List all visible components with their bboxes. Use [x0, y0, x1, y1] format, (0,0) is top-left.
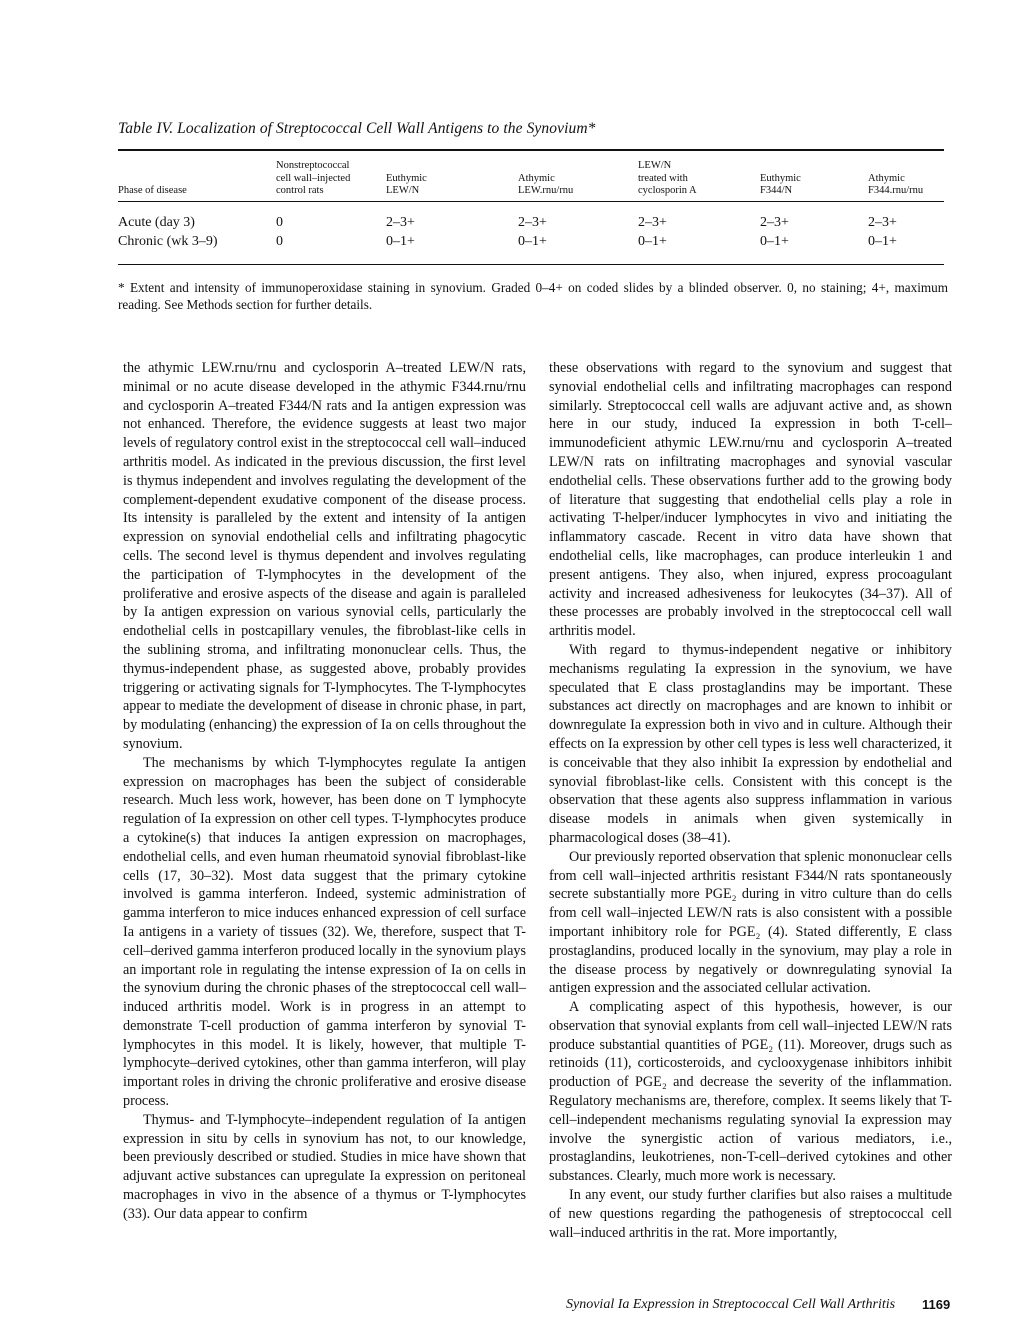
table-cell: 0: [276, 234, 283, 249]
page-number: 1169: [922, 1297, 951, 1312]
paragraph: the athymic LEW.rnu/rnu and cyclosporin A–treated LEW/N rats, minimal or no acute disease developed in the athymic F344.rnu/rnu and cyclosporin A–treated F344/N rats and Ia antigen expression was not enhanced. Therefore, the evidence suggests at least two major levels of regulatory control exist in the streptococcal cell wall–induced arthritis model. As indicated in the previous discussion, the first level is thymus independent and involves regulating the development of the complement-dependent exudative component of the disease process. Its intensity is paralleled by the extent and intensity of Ia antigen expression on synovial endothelial cells and infiltrating phagocytic cells. The second level is thymus dependent and involves regulating the participation of T-lymphocytes in the development of the proliferative and erosive aspects of the disease and again is paralleled by Ia antigen expression on various synovial cells, particularly the endothelial cells in postcapillary venules, the fibroblast-like cells in the sublining stroma, and infiltrating mononuclear cells. Thus, the thymus-independent phase, as suggested above, probably provides triggering or activating signals for T-lymphocytes. The T-lymphocytes appear to mediate the development of disease in chronic phase, in part, by modulating (enhancing) the expression of Ia on cells throughout the synovium.: [123, 360, 526, 752]
header-line: cyclosporin A: [638, 185, 697, 197]
header-line: Athymic: [518, 172, 555, 184]
table-footnote: * Extent and intensity of immunoperoxidase staining in synovium. Graded 0–4+ on coded slides by a blinded observer. 0, no staining; 4+, maximum reading. See Methods section for further details.: [118, 280, 948, 312]
table-cell: 0–1+: [386, 234, 415, 249]
table-header-euthymic-lew: [386, 158, 427, 198]
table-cell: Acute (day 3): [118, 215, 195, 230]
header-line: F344.rnu/rnu: [868, 185, 924, 197]
header-line: Nonstreptococcal: [276, 160, 350, 172]
table-cell: 2–3+: [760, 215, 789, 230]
header-line: Euthymic: [386, 172, 427, 184]
paragraph: With regard to thymus-independent negative or inhibitory mechanisms regulating Ia expression in the synovium, we have speculated that E class prostaglandins may be important. These substances act directly on macrophages and are known to inhibit or downregulate Ia expression both in vivo and in culture. Although their effects on Ia expression by other cell types is less well characterized, it is conceivable that they also inhibit Ia expression by endothelial and synovial fibroblast-like cells. Consistent with this concept is the observation that these agents also suppress inflammation in various disease models in animals when given systemically in pharmacological doses (38–41).: [549, 641, 952, 846]
header-line: control rats: [276, 185, 324, 197]
table-header-athymic-f344: [868, 158, 923, 198]
table-cell: 0: [276, 215, 283, 230]
table-rule-bottom: [118, 264, 944, 265]
table-cell: 2–3+: [638, 215, 667, 230]
body-column-left: [123, 359, 526, 1224]
table-caption: Table IV. Localization of Streptococcal Cell Wall Antigens to the Synovium*: [118, 120, 596, 137]
table-header-control: [276, 158, 350, 198]
table-rule-top: [118, 149, 944, 151]
table-cell: 0–1+: [638, 234, 667, 249]
table-header-lew-cyclosporin: [638, 158, 697, 198]
header-line: Euthymic: [760, 172, 801, 184]
paragraph: Thymus- and T-lymphocyte–independent regulation of Ia antigen expression in situ by cells in synovium has not, to our knowledge, been previously described or studied. Studies in mice have shown that adjuvant active substances can upregulate Ia expression on peritoneal macrophages in vivo in the absence of a thymus or T-lymphocytes (33). Our data appear to confirm: [123, 1111, 526, 1222]
table-cell: 2–3+: [386, 215, 415, 230]
paragraph: A complicating aspect of this hypothesis, however, is our observation that synovial explants from cell wall–injected LEW/N rats produce substantial quantities of PGE₂ (11). Moreover, drugs such as retinoids (11), corticosteroids, and cyclooxygenase inhibitors inhibit production of PGE₂ and decrease the severity of the inflammation. Regulatory mechanisms are, therefore, complex. It seems likely that T-cell–independent mechanisms regulating synovial Ia expression may involve the synergistic action of various mediators, i.e., prostaglandins, leukotrienes, non-T-cell–derived cytokines and other substances. Clearly, much more work is necessary.: [549, 999, 952, 1185]
table-cell: 2–3+: [868, 215, 897, 230]
header-line: treated with: [638, 172, 688, 184]
table-cell: 0–1+: [868, 234, 897, 249]
header-line: LEW.rnu/rnu: [518, 185, 574, 197]
paragraph: these observations with regard to the synovium and suggest that synovial endothelial cells and infiltrating macrophages can respond similarly. Streptococcal cell walls are adjuvant active and, as shown here in our study, induced Ia expression in both T-cell–immunodeficient athymic LEW.rnu/rnu and cyclosporin A–treated LEW/N rats on infiltrating macrophages and synovial vascular endothelial cells. These observations further add to the growing body of literature that suggesting that endothelial cells play a role in activating T-helper/inducer lymphocytes in vivo and initiating the inflammatory cascade. Recent in vitro data have shown that endothelial cells, like macrophages, can produce interleukin 1 and present antigens. They also, when injured, express procoagulant activity and increased adhesiveness for leukocytes (34–37). All of these processes are probably involved in the streptococcal cell wall arthritis model.: [549, 360, 952, 640]
header-line: F344/N: [760, 185, 793, 197]
table-rule-mid: [118, 201, 944, 202]
table-header-phase: [118, 158, 187, 198]
table-cell: 0–1+: [518, 234, 547, 249]
paragraph: Our previously reported observation that splenic mononuclear cells from cell wall–injected arthritis resistant F344/N rats spontaneously secrete substantially more PGE₂ during in vitro culture than do cells from cell wall–injected LEW/N rats is also consistent with a possible important inhibitory role for PGE₂ (4). Stated differently, E class prostaglandins, produced locally in the synovium, may play a role in the disease process by negatively or downregulating synovial Ia antigen expression and the associated cellular activation.: [549, 848, 952, 997]
header-line: cell wall–injected: [276, 172, 351, 184]
body-column-right: [549, 359, 952, 1242]
table-cell: 2–3+: [518, 215, 547, 230]
paragraph: The mechanisms by which T-lymphocytes regulate Ia antigen expression on macrophages has been the subject of considerable research. Much less work, however, has been done on T lymphocyte regulation of Ia expression on other cell types. T-lymphocytes produce a cytokine(s) that induces Ia antigen expression on macrophages, endothelial cells, and even human rheumatoid synovial fibroblast-like cells (17, 30–32). Most data suggest that the primary cytokine involved is gamma interferon. Indeed, systemic administration of gamma interferon to mice induces enhanced expression of cell surface Ia antigens in a variety of tissues (32). We, therefore, suspect that T-cell–derived gamma interferon produced locally in the synovium plays an important role in regulating the intense expression of Ia on cells in the synovium during the chronic phases of the streptococcal cell wall–induced arthritis model. Work is in progress in an attempt to demonstrate T-cell production of gamma interferon by synovial T-lymphocytes in this model. It is likely, however, that multiple T-lymphocyte–derived cytokines, other than gamma interferon, will play important roles in driving the chronic proliferative and erosive disease process.: [123, 754, 526, 1110]
header-line: LEW/N: [638, 160, 672, 172]
header-line: Athymic: [868, 172, 905, 184]
header-line: Phase of disease: [118, 185, 187, 197]
paragraph: In any event, our study further clarifies but also raises a multitude of new questions regarding the pathogenesis of streptococcal cell wall–induced arthritis in the rat. More importantly,: [549, 1187, 952, 1241]
table-cell: Chronic (wk 3–9): [118, 234, 218, 249]
table-cell: 0–1+: [760, 234, 789, 249]
table-header-athymic-lew: [518, 158, 573, 198]
header-line: LEW/N: [386, 185, 420, 197]
running-title: Synovial Ia Expression in Streptococcal Cell Wall Arthritis: [566, 1297, 896, 1312]
table-header-euthymic-f344: [760, 158, 801, 198]
